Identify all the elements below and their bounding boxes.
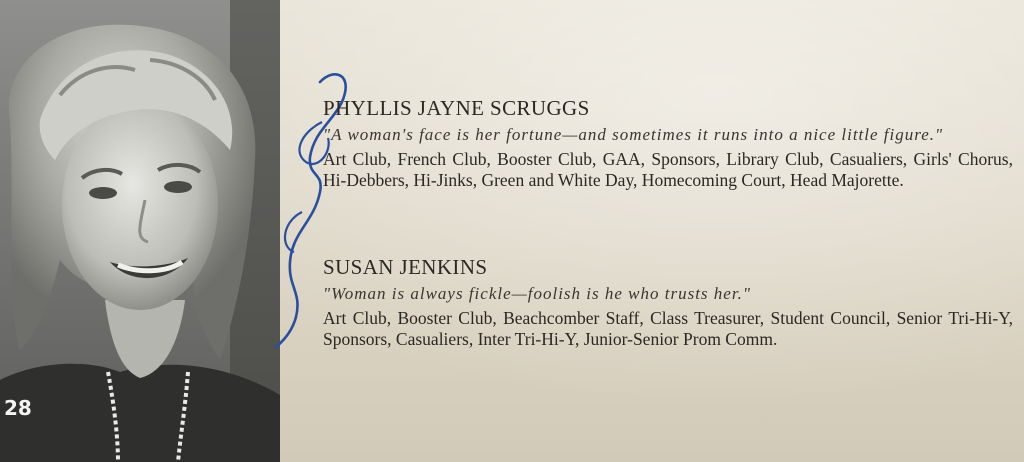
page-number: 28 — [4, 396, 32, 420]
student-name: SUSAN JENKINS — [323, 255, 488, 279]
student-quote: "Woman is always fickle—foolish is he who trusts her." — [323, 284, 751, 303]
student-name: PHYLLIS JAYNE SCRUGGS — [323, 96, 590, 120]
portrait-illustration — [0, 0, 280, 462]
senior-entry — [323, 253, 1013, 350]
student-activities: Art Club, French Club, Booster Club, GAA, Sponsors, Library Club, Casualiers, Girls' Chorus, Hi-Debbers, Hi-Jinks, Green and White Day, Homecoming Court, Head Majorette. — [323, 149, 1013, 190]
senior-entry — [323, 94, 1013, 191]
student-activities: Art Club, Booster Club, Beachcomber Staff, Class Treasurer, Student Council, Senior Tri-Hi-Y, Sponsors, Casualiers, Inter Tri-Hi-Y, Junior-Senior Prom Comm. — [323, 308, 1013, 349]
student-quote: "A woman's face is her fortune—and sometimes it runs into a nice little figure." — [323, 125, 944, 144]
portrait-photo — [0, 0, 280, 462]
